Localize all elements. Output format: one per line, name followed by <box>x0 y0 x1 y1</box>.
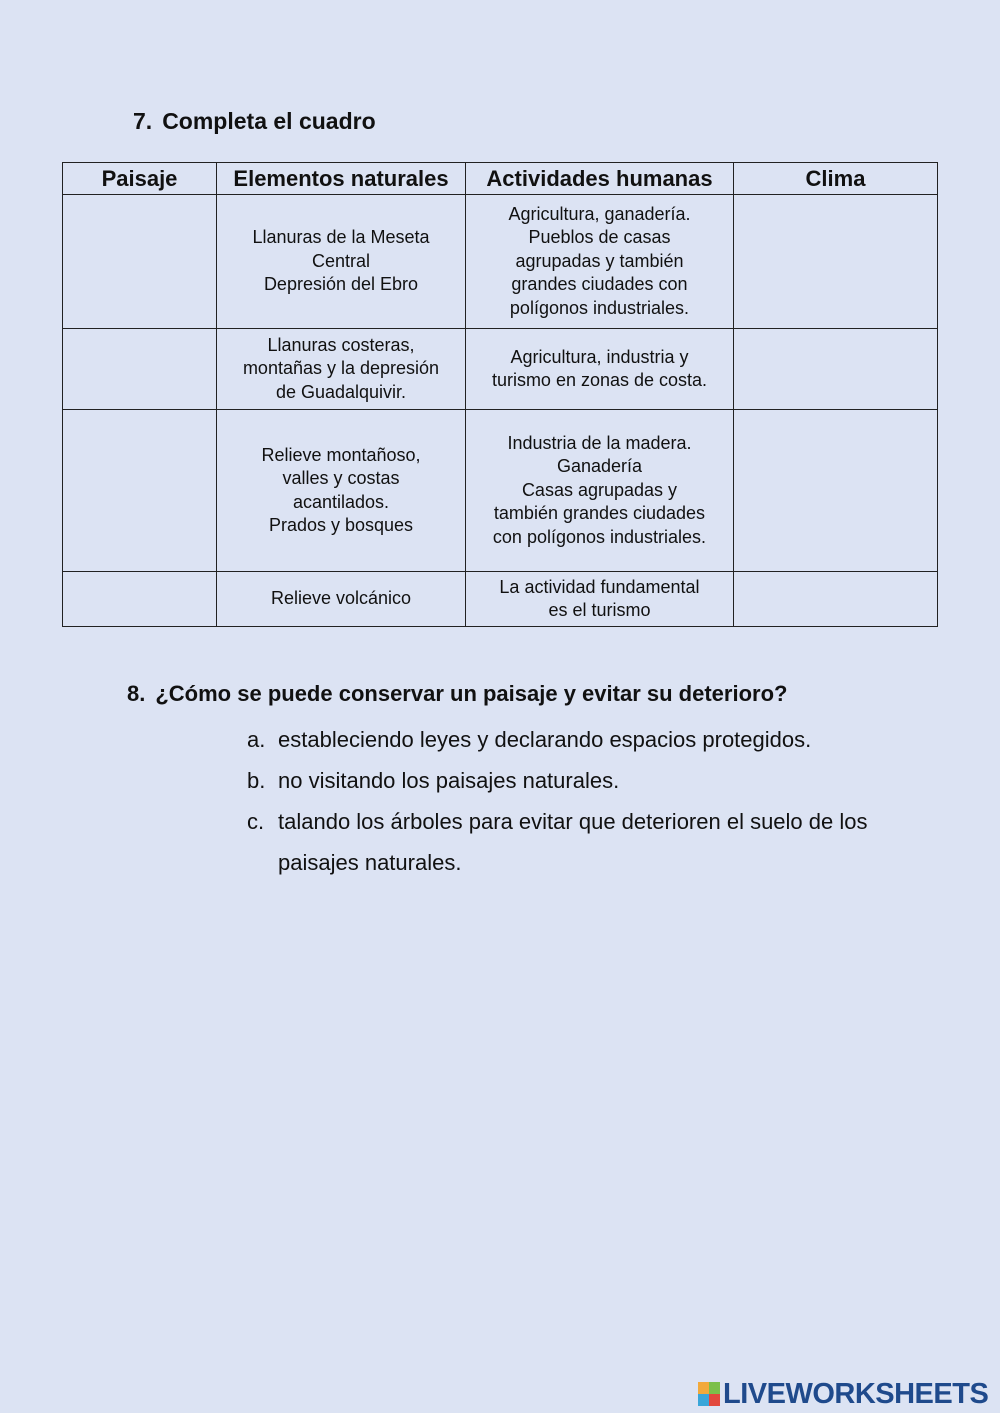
clima-answer-cell[interactable] <box>734 572 938 627</box>
header-paisaje: Paisaje <box>63 163 217 195</box>
actividades-text: La actividad fundamental es el turismo <box>499 576 700 620</box>
option-text: no visitando los paisajes naturales. <box>278 768 620 793</box>
question-8-text: ¿Cómo se puede conservar un paisaje y evitar su deterioro? <box>155 681 788 706</box>
elementos-cell <box>217 572 466 627</box>
actividades-text: Industria de la madera. Ganadería Casas agrupadas y también grandes ciudades con polígonos industriales. <box>492 432 707 547</box>
actividades-cell <box>466 195 734 329</box>
question-7-title <box>133 108 376 135</box>
elementos-text: Llanuras de la Meseta Central Depresión del Ebro <box>252 227 430 295</box>
logo-square <box>709 1382 720 1394</box>
answer-options <box>247 719 887 883</box>
table-row <box>63 195 938 329</box>
header-elementos-naturales: Elementos naturales <box>217 163 466 195</box>
elementos-text: Llanuras costeras, montañas y la depresión de Guadalquivir. <box>242 334 440 402</box>
table-header-row <box>63 163 938 195</box>
actividades-cell <box>466 329 734 410</box>
option-c[interactable] <box>247 801 887 883</box>
table-row <box>63 572 938 627</box>
elementos-text: Relieve montañoso, valles y costas acantilados. Prados y bosques <box>261 444 421 535</box>
landscape-table <box>62 162 938 627</box>
question-7-text: Completa el cuadro <box>162 108 376 134</box>
logo-square <box>709 1394 720 1406</box>
option-letter: a. <box>247 727 266 752</box>
paisaje-answer-cell[interactable] <box>63 195 217 329</box>
paisaje-answer-cell[interactable] <box>63 329 217 410</box>
elementos-text: Relieve volcánico <box>270 588 412 609</box>
paisaje-answer-cell[interactable] <box>63 572 217 627</box>
actividades-cell <box>466 572 734 627</box>
clima-answer-cell[interactable] <box>734 195 938 329</box>
table-row <box>63 410 938 572</box>
option-letter: b. <box>247 768 266 793</box>
paisaje-answer-cell[interactable] <box>63 410 217 572</box>
actividades-text: Agricultura, industria y turismo en zonas de costa. <box>491 346 708 390</box>
question-8-number: 8. <box>127 681 146 706</box>
question-8-title <box>127 681 787 707</box>
logo-text: LIVEWORKSHEETS <box>723 1377 989 1410</box>
header-actividades-humanas: Actividades humanas <box>466 163 734 195</box>
option-letter: c. <box>247 809 265 834</box>
elementos-cell <box>217 329 466 410</box>
question-7-number: 7. <box>133 108 153 134</box>
option-b[interactable] <box>247 760 887 801</box>
option-a[interactable] <box>247 719 887 760</box>
elementos-cell <box>217 195 466 329</box>
liveworksheets-logo-icon <box>698 1382 720 1406</box>
clima-answer-cell[interactable] <box>734 329 938 410</box>
liveworksheets-logo[interactable] <box>698 1378 988 1410</box>
logo-square <box>698 1394 709 1406</box>
actividades-cell <box>466 410 734 572</box>
actividades-text: Agricultura, ganadería. Pueblos de casas agrupadas y también grandes ciudades con polígonos industriales. <box>508 203 691 318</box>
logo-square <box>698 1382 709 1394</box>
option-text: estableciendo leyes y declarando espacios protegidos. <box>278 727 812 752</box>
option-text: talando los árboles para evitar que deterioren el suelo de los paisajes naturales. <box>278 809 868 875</box>
elementos-cell <box>217 410 466 572</box>
table-row <box>63 329 938 410</box>
header-clima: Clima <box>734 163 938 195</box>
clima-answer-cell[interactable] <box>734 410 938 572</box>
